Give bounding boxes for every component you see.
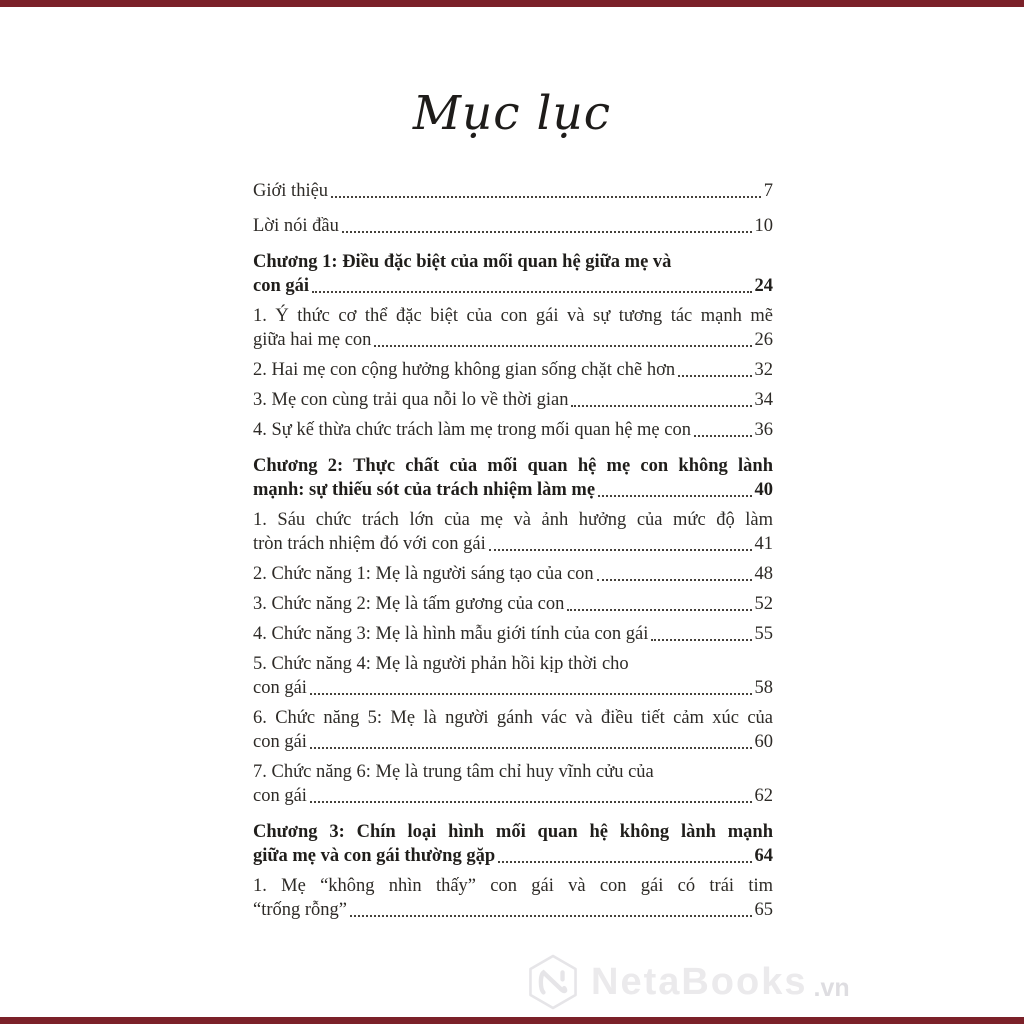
dot-leader [651,639,751,641]
toc-entry-text: 3. Chức năng 2: Mẹ là tấm gương của con [253,594,565,614]
toc-entry-last-line [253,676,773,700]
toc-entry [253,652,773,700]
dot-leader [598,495,751,497]
toc-entry [253,760,773,808]
watermark-domain-suffix: .vn [813,974,850,1002]
toc-entry [253,250,773,298]
toc-entry-text: 2. Hai mẹ con cộng hưởng không gian sống chặt chẽ hơn [253,360,676,380]
toc-entry-line: 7. Chức năng 6: Mẹ là trung tâm chỉ huy vĩnh cửu của [253,762,654,782]
toc-entry-text: con gái [253,732,307,752]
toc-entry-last-line [253,622,773,646]
toc-entry-last-line [253,784,773,808]
page-number: 24 [754,276,773,296]
toc-entry-last-line [253,478,773,502]
toc-entry-line: 1. Ý thức cơ thể đặc biệt của con gái và sự tương tác mạnh mẽ [253,306,773,326]
toc-entry-text: Giới thiệu [253,181,329,201]
toc-entry-last-line [253,388,773,412]
toc-entry-text: 2. Chức năng 1: Mẹ là người sáng tạo của con [253,564,594,584]
toc-entry-last-line [253,898,773,922]
toc-entry-last-line [253,179,773,203]
page-number: 62 [754,786,773,806]
page-number: 58 [754,678,773,698]
toc-entry-line: Chương 2: Thực chất của mối quan hệ mẹ con không lành [253,456,773,476]
page-number: 32 [754,360,773,380]
page-number: 52 [754,594,773,614]
toc-entry-line: 1. Sáu chức trách lớn của mẹ và ảnh hưởng của mức độ làm [253,510,773,530]
toc-entry-last-line [253,532,773,556]
page-title: Mục lục [412,86,612,141]
bottom-edge-bar [0,1017,1024,1024]
page-number: 10 [754,216,773,236]
toc-entry [253,592,773,616]
toc-entry-last-line [253,214,773,238]
watermark [527,950,850,1014]
page-number: 41 [754,534,773,554]
dot-leader [374,345,751,347]
dot-leader [310,747,752,749]
toc-entry [253,706,773,754]
toc-entry [253,358,773,382]
toc-entry-text: 4. Chức năng 3: Mẹ là hình mẫu giới tính của con gái [253,624,649,644]
page-number: 48 [754,564,773,584]
netabooks-logo-icon [527,953,579,1011]
toc-entry-last-line [253,328,773,352]
dot-leader [310,801,752,803]
page-number: 36 [754,420,773,440]
toc-entry-line: 5. Chức năng 4: Mẹ là người phản hồi kịp thời cho [253,654,629,674]
page-number: 40 [754,480,773,500]
dot-leader [678,375,751,377]
toc-entry-text: giữa mẹ và con gái thường gặp [253,846,496,866]
page-number: 34 [754,390,773,410]
dot-leader [350,915,751,917]
toc-entry [253,418,773,442]
page-number: 65 [754,900,773,920]
toc-entry [253,179,773,203]
toc-entry-text: con gái [253,678,307,698]
toc-entry-text: 3. Mẹ con cùng trải qua nỗi lo về thời gian [253,390,569,410]
toc-entry [253,820,773,868]
toc-entry [253,214,773,238]
toc-entry-line: Chương 3: Chín loại hình mối quan hệ không lành mạnh [253,822,773,842]
toc-entry [253,508,773,556]
dot-leader [498,861,751,863]
toc-entry [253,622,773,646]
top-edge-bar [0,0,1024,7]
toc-entry-last-line [253,730,773,754]
toc-entry-last-line [253,274,773,298]
toc-entry-text: giữa hai mẹ con [253,330,372,350]
dot-leader [571,405,751,407]
toc-entry-text: “trống rỗng” [253,900,348,920]
toc-entry-text: mạnh: sự thiếu sót của trách nhiệm làm mẹ [253,480,596,500]
watermark-brand-text: NetaBooks [591,961,808,1003]
dot-leader [310,693,752,695]
dot-leader [694,435,752,437]
dot-leader [597,579,752,581]
dot-leader [342,231,752,233]
toc-entry-last-line [253,844,773,868]
toc-entry-text: 4. Sự kế thừa chức trách làm mẹ trong mối quan hệ mẹ con [253,420,691,440]
toc-entry [253,454,773,502]
toc-entry [253,388,773,412]
page-number: 64 [754,846,773,866]
dot-leader [567,609,751,611]
toc-entry-text: Lời nói đầu [253,216,339,236]
toc-entry-last-line [253,358,773,382]
toc-entry-text: con gái [253,276,310,296]
toc-entry-text: tròn trách nhiệm đó với con gái [253,534,486,554]
page-number: 60 [754,732,773,752]
page-number: 26 [754,330,773,350]
toc-entry-last-line [253,562,773,586]
toc-entry-text: con gái [253,786,307,806]
toc-entry-line: 1. Mẹ “không nhìn thấy” con gái và con gái có trái tim [253,876,773,896]
page-number: 55 [754,624,773,644]
toc-entry-last-line [253,418,773,442]
toc-entry [253,874,773,922]
dot-leader [331,196,761,198]
page-number: 7 [763,181,773,201]
toc-entry-line: Chương 1: Điều đặc biệt của mối quan hệ giữa mẹ và [253,252,672,272]
toc-list [253,179,773,928]
dot-leader [489,549,752,551]
toc-entry-line: 6. Chức năng 5: Mẹ là người gánh vác và điều tiết cảm xúc của [253,708,773,728]
dot-leader [312,291,751,293]
toc-entry-last-line [253,592,773,616]
toc-entry [253,562,773,586]
toc-entry [253,304,773,352]
